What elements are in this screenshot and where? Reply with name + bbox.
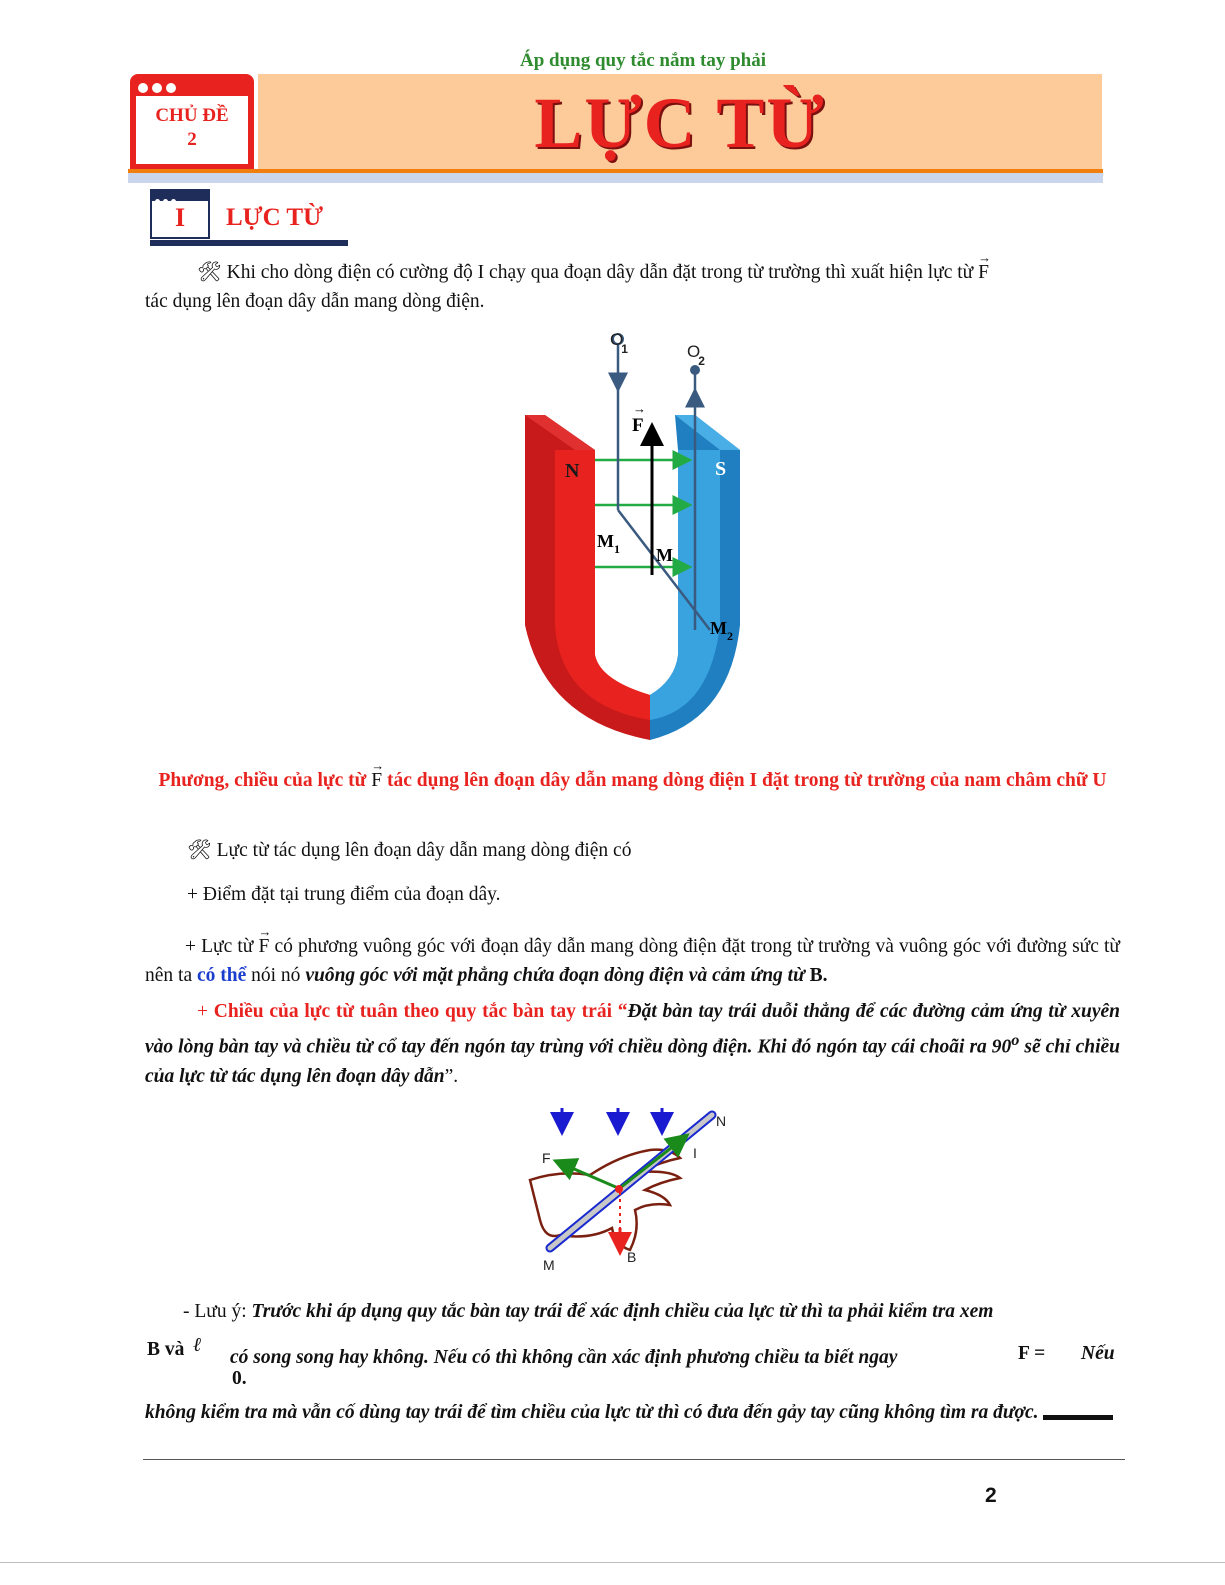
section-underline xyxy=(150,240,348,246)
label-o1: O1 xyxy=(610,330,628,356)
note-b-va: B và ℓ xyxy=(147,1335,202,1360)
vector-f: → F xyxy=(978,258,989,287)
label-o2: O2 xyxy=(687,342,705,368)
label-m: M xyxy=(656,545,673,565)
features-intro: 🛠︎ Lực từ tác dụng lên đoạn dây dẫn mang dòng điện có xyxy=(187,840,632,861)
tools-icon: 🛠︎ xyxy=(197,262,222,283)
feature-point-2: + Lực từ → F có phương vuông góc với đoạn dây dẫn mang dòng điện đặt trong từ trường và vuông góc với đường sức từ nên ta có thể nói nó vuông góc với mặt phẳng chứa đoạn dòng điện và cảm ứng từ B. xyxy=(145,932,1120,990)
section-number: I xyxy=(174,203,186,232)
badge-number: 2 xyxy=(187,129,197,150)
note-neu: Nếu xyxy=(1081,1343,1115,1364)
header-subtitle: Áp dụng quy tắc nắm tay phải xyxy=(520,50,767,71)
window-dots-icon xyxy=(152,191,208,201)
section-number-box xyxy=(150,189,210,239)
note-f-equals: F = xyxy=(1018,1343,1046,1364)
note-zero: 0. xyxy=(232,1368,247,1389)
intro-text-a: Khi cho dòng điện có cường độ I chạy qua đoạn dây dẫn đặt trong từ trường thì xuất hiện lực từ xyxy=(221,262,979,283)
label-f: F xyxy=(632,415,644,436)
label-n: N xyxy=(716,1113,727,1129)
left-hand-rule-figure xyxy=(520,1100,750,1280)
intro-paragraph xyxy=(145,258,1120,316)
label-m1: $M_1$ xyxy=(597,531,620,556)
label-i: I xyxy=(693,1145,697,1161)
label-s: S xyxy=(715,458,727,480)
figure-caption: Phương, chiều của lực từ → F tác dụng lên đoạn dây dẫn mang dòng điện I đặt trong từ trường của nam châm chữ U xyxy=(145,767,1120,795)
badge-label: CHỦ ĐỀ xyxy=(155,105,229,126)
page-bottom-line xyxy=(0,1562,1225,1563)
section-title: LỰC TỪ xyxy=(226,204,323,231)
label-n: N xyxy=(565,460,580,482)
label-m: M xyxy=(543,1257,555,1273)
intro-text-b: tác dụng lên đoạn dây dẫn mang dòng điện. xyxy=(145,291,485,312)
page-number: 2 xyxy=(985,1484,997,1507)
vector-arrow-icon: → xyxy=(633,401,646,416)
feature-point-3: + Chiều của lực từ tuân theo quy tắc bàn tay trái “Đặt bàn tay trái duỗi thẳng để các đường cảm ứng từ xuyên vào lòng bàn tay và chiều từ cổ tay đến ngón tay trùng với chiều dòng điện. Khi đó ngón tay cái choãi ra 90$^o$ sẽ chỉ chiều của lực từ tác dụng lên đoạn dây dẫn”. xyxy=(145,1001,1120,1087)
emoticon-icon xyxy=(1043,1401,1113,1420)
topic-badge xyxy=(130,74,254,169)
header-divider-shadow xyxy=(128,173,1103,183)
footer-divider xyxy=(143,1459,1125,1460)
page-title: LỰC TỪ xyxy=(534,83,826,163)
title-banner xyxy=(258,74,1102,169)
note-italic-3: không kiểm tra mà vẫn cố dùng tay trái để tìm chiều của lực từ thì có đưa đến gảy tay cũng không tìm ra được. xyxy=(145,1398,1120,1427)
feature-point-1: + Điểm đặt tại trung điểm của đoạn dây. xyxy=(187,884,501,905)
tools-icon: 🛠︎ xyxy=(187,840,212,861)
u-magnet-figure xyxy=(500,325,760,745)
label-f: F xyxy=(542,1150,551,1166)
note-italic-2: có song song hay không. Nếu có thì không cần xác định phương chiều ta biết ngay xyxy=(230,1347,898,1368)
label-b: B xyxy=(627,1249,637,1265)
label-m2: $M_2$ xyxy=(710,618,733,643)
note-line-1: - Lưu ý: Trước khi áp dụng quy tắc bàn tay trái để xác định chiều của lực từ thì ta phải kiểm tra xem xyxy=(183,1301,994,1322)
